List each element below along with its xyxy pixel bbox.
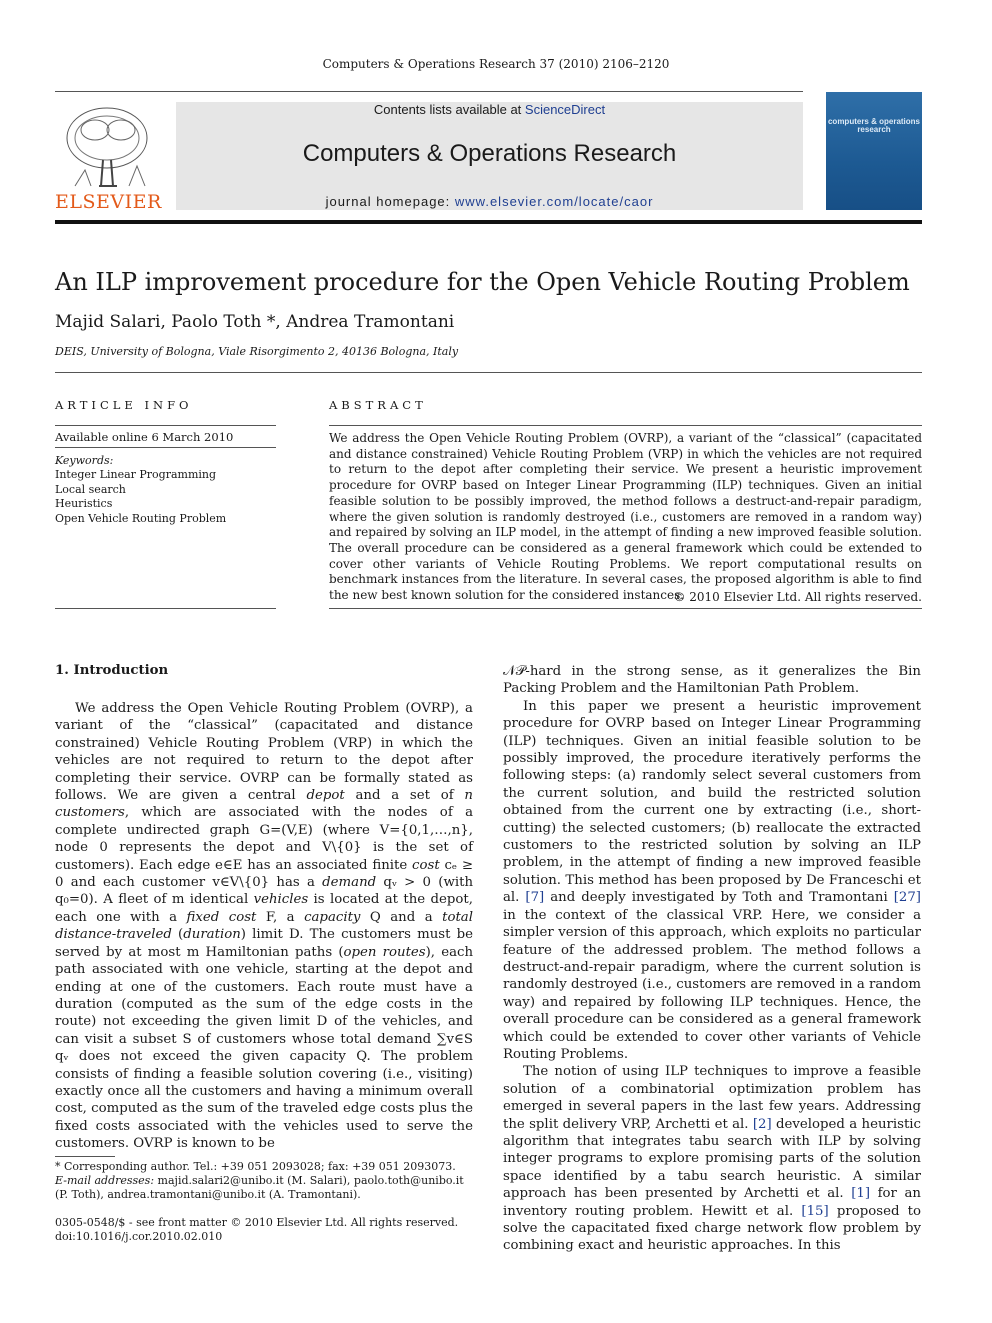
keyword: Integer Linear Programming bbox=[55, 468, 217, 481]
footnotes bbox=[55, 1160, 475, 1202]
article-title: An ILP improvement procedure for the Open Vehicle Routing Problem bbox=[55, 268, 910, 296]
keywords-label: Keywords: bbox=[55, 454, 114, 467]
citation-link[interactable]: [27] bbox=[893, 890, 921, 906]
citation-link[interactable]: [7] bbox=[525, 890, 545, 906]
abstract-rule bbox=[329, 425, 922, 426]
front-matter bbox=[55, 1216, 458, 1244]
journal-title: Computers & Operations Research bbox=[302, 140, 677, 167]
abstract-rule bbox=[329, 608, 922, 609]
doi: doi:10.1016/j.cor.2010.02.010 bbox=[55, 1230, 223, 1243]
article-info-rule bbox=[55, 425, 276, 426]
keyword: Open Vehicle Routing Problem bbox=[55, 511, 227, 525]
contents-prefix: Contents lists available at bbox=[373, 102, 525, 117]
keyword: Local search bbox=[55, 482, 126, 496]
email-addresses: E-mail addresses: majid.salari2@unibo.it (M. Salari), paolo.toth@unibo.it (P. Toth), andrea.tramontani@unibo.it (A. Tramontani). bbox=[55, 1174, 464, 1201]
article-info-rule bbox=[55, 447, 276, 448]
elsevier-logo-text: ELSEVIER bbox=[55, 191, 162, 213]
available-online: Available online 6 March 2010 bbox=[55, 430, 234, 444]
article-authors: Majid Salari, Paolo Toth *, Andrea Tramontani bbox=[55, 312, 455, 332]
abstract-text: We address the Open Vehicle Routing Problem (OVRP), a variant of the “classical” (capacitated and distance constrained) Vehicle Routing Problem (VRP) in which the vehicles are not required to return to the depot after completing their service. We present a heuristic improvement procedure for OVRP based on Integer Linear Programming (ILP) techniques. Given an initial feasible solution to be possibly improved, the method follows a destruct-and-repair paradigm, where the given solution is randomly destroyed (i.e., customers are removed in a random way) and repaired by solving an ILP model, in the attempt of finding a new improved feasible solution. The overall procedure can be considered as a general framework which could be extended to cover other variants of Vehicle Routing Problems. We report computational results on benchmark instances from the literature. In several cases, the proposed algorithm is able to find the new best known solution for the considered instances. bbox=[329, 431, 922, 603]
abstract-heading: ABSTRACT bbox=[329, 398, 427, 412]
intro-heading: 1. Introduction bbox=[55, 663, 169, 678]
journal-cover-title: computers & operations research bbox=[827, 117, 920, 134]
intro-left-column bbox=[55, 700, 473, 1153]
paragraph: 𝒩𝒫-hard in the strong sense, as it generalizes the Bin Packing Problem and the Hamiltonian Path Problem. bbox=[503, 664, 921, 697]
homepage-prefix: journal homepage: bbox=[325, 194, 455, 209]
paragraph: In this paper we present a heuristic improvement procedure for OVRP based on Integer Linear Programming (ILP) techniques. Given an initial feasible solution to be possibly improved, the procedure iteratively performs the following steps: (a) randomly select several customers from the current solution, and build the restricted solution obtained from the current one by extracting (i.e., short-cutting) the selected customers; (b) reallocate the extracted customers to the restricted solution by solving an ILP problem, in the attempt of finding a new improved feasible solution. This method has been proposed by De Franceschi et al. [7] and deeply investigated by Toth and Tramontani [27] in the context of the classical VRP. Here, we consider a simpler version of this approach, which exploits no particular feature of the addressed problem. The method follows a destruct-and-repair paradigm, where the current solution is randomly destroyed (i.e., customers are removed in a random way) and repaired by following ILP techniques. Hence, the overall procedure can be considered as a general framework which could be extended to cover other variants of Vehicle Routing Problems. bbox=[503, 698, 921, 1062]
keywords-list bbox=[55, 468, 226, 526]
journal-homepage bbox=[176, 194, 803, 209]
abstract-copyright: © 2010 Elsevier Ltd. All rights reserved. bbox=[673, 590, 922, 604]
header-top-rule bbox=[55, 91, 803, 92]
citation-link[interactable]: [1] bbox=[851, 1186, 871, 1202]
title-rule bbox=[55, 372, 922, 373]
article-info-rule bbox=[55, 608, 276, 609]
front-matter-line: 0305-0548/$ - see front matter © 2010 Elsevier Ltd. All rights reserved. bbox=[55, 1216, 459, 1229]
corresponding-author-note: * Corresponding author. Tel.: +39 051 2093028; fax: +39 051 2093073. bbox=[55, 1160, 456, 1173]
homepage-link[interactable]: www.elsevier.com/locate/caor bbox=[454, 194, 654, 209]
header-bottom-rule bbox=[55, 220, 922, 224]
footnote-rule bbox=[55, 1156, 115, 1157]
contents-line bbox=[176, 102, 803, 117]
journal-cover-image bbox=[826, 92, 922, 210]
article-info-heading: ARTICLE INFO bbox=[55, 398, 193, 412]
keyword: Heuristics bbox=[55, 497, 113, 510]
citation-link[interactable]: [2] bbox=[752, 1116, 772, 1132]
intro-right-column bbox=[503, 663, 921, 1255]
paragraph: We address the Open Vehicle Routing Problem (OVRP), a variant of the “classical” (capacitated and distance constrained) Vehicle Routing Problem (VRP) in which the vehicles are not required to return to the depot after completing their service. OVRP can be formally stated as follows. We are given a central depot and a set of n customers, which are associated with the nodes of a complete undirected graph G=(V,E) (where V={0,1,…,n}, node 0 represents the depot and V\{0} is the set of customers). Each edge e∈E has an associated finite cost cₑ ≥ 0 and each customer v∈V\{0} has a demand qᵥ > 0 (with q₀=0). A fleet of m identical vehicles is located at the depot, each one with a fixed cost F, a capacity Q and a total distance-traveled (duration) limit D. The customers must be served by at most m Hamiltonian paths (open routes), each path associated with one vehicle, starting at the depot and ending at one of the customers. Each route must have a duration (computed as the sum of the edge costs in the route) not exceeding the given limit D of the vehicles, and can visit a subset S of customers whose total demand ∑v∈S qᵥ does not exceed the given capacity Q. The problem consists of finding a feasible solution covering (i.e., visiting) exactly once all the customers and having a minimum overall cost, computed as the sum of the traveled edge costs plus the fixed costs associated with the vehicles used to serve the customers. OVRP is known to be bbox=[55, 701, 474, 1152]
journal-reference: Computers & Operations Research 37 (2010) 2106–2120 bbox=[322, 57, 670, 71]
sciencedirect-link[interactable]: ScienceDirect bbox=[524, 102, 606, 117]
citation-link[interactable]: [15] bbox=[801, 1203, 829, 1219]
article-affiliation: DEIS, University of Bologna, Viale Risorgimento 2, 40136 Bologna, Italy bbox=[55, 345, 459, 358]
paragraph: The notion of using ILP techniques to improve a feasible solution of a combinatorial optimization problem has emerged in several papers in the last few years. Addressing the split delivery VRP, Archetti et al. [2] developed a heuristic algorithm that integrates tabu search with ILP by solving integer programs to explore promising parts of the solution space identified by a tabu search heuristic. A similar approach has been presented by Archetti et al. [1] for an inventory routing problem. Hewitt et al. [15] proposed to solve the capacitated fixed charge network flow problem by combining exact and heuristic approaches. In this bbox=[503, 1064, 921, 1254]
